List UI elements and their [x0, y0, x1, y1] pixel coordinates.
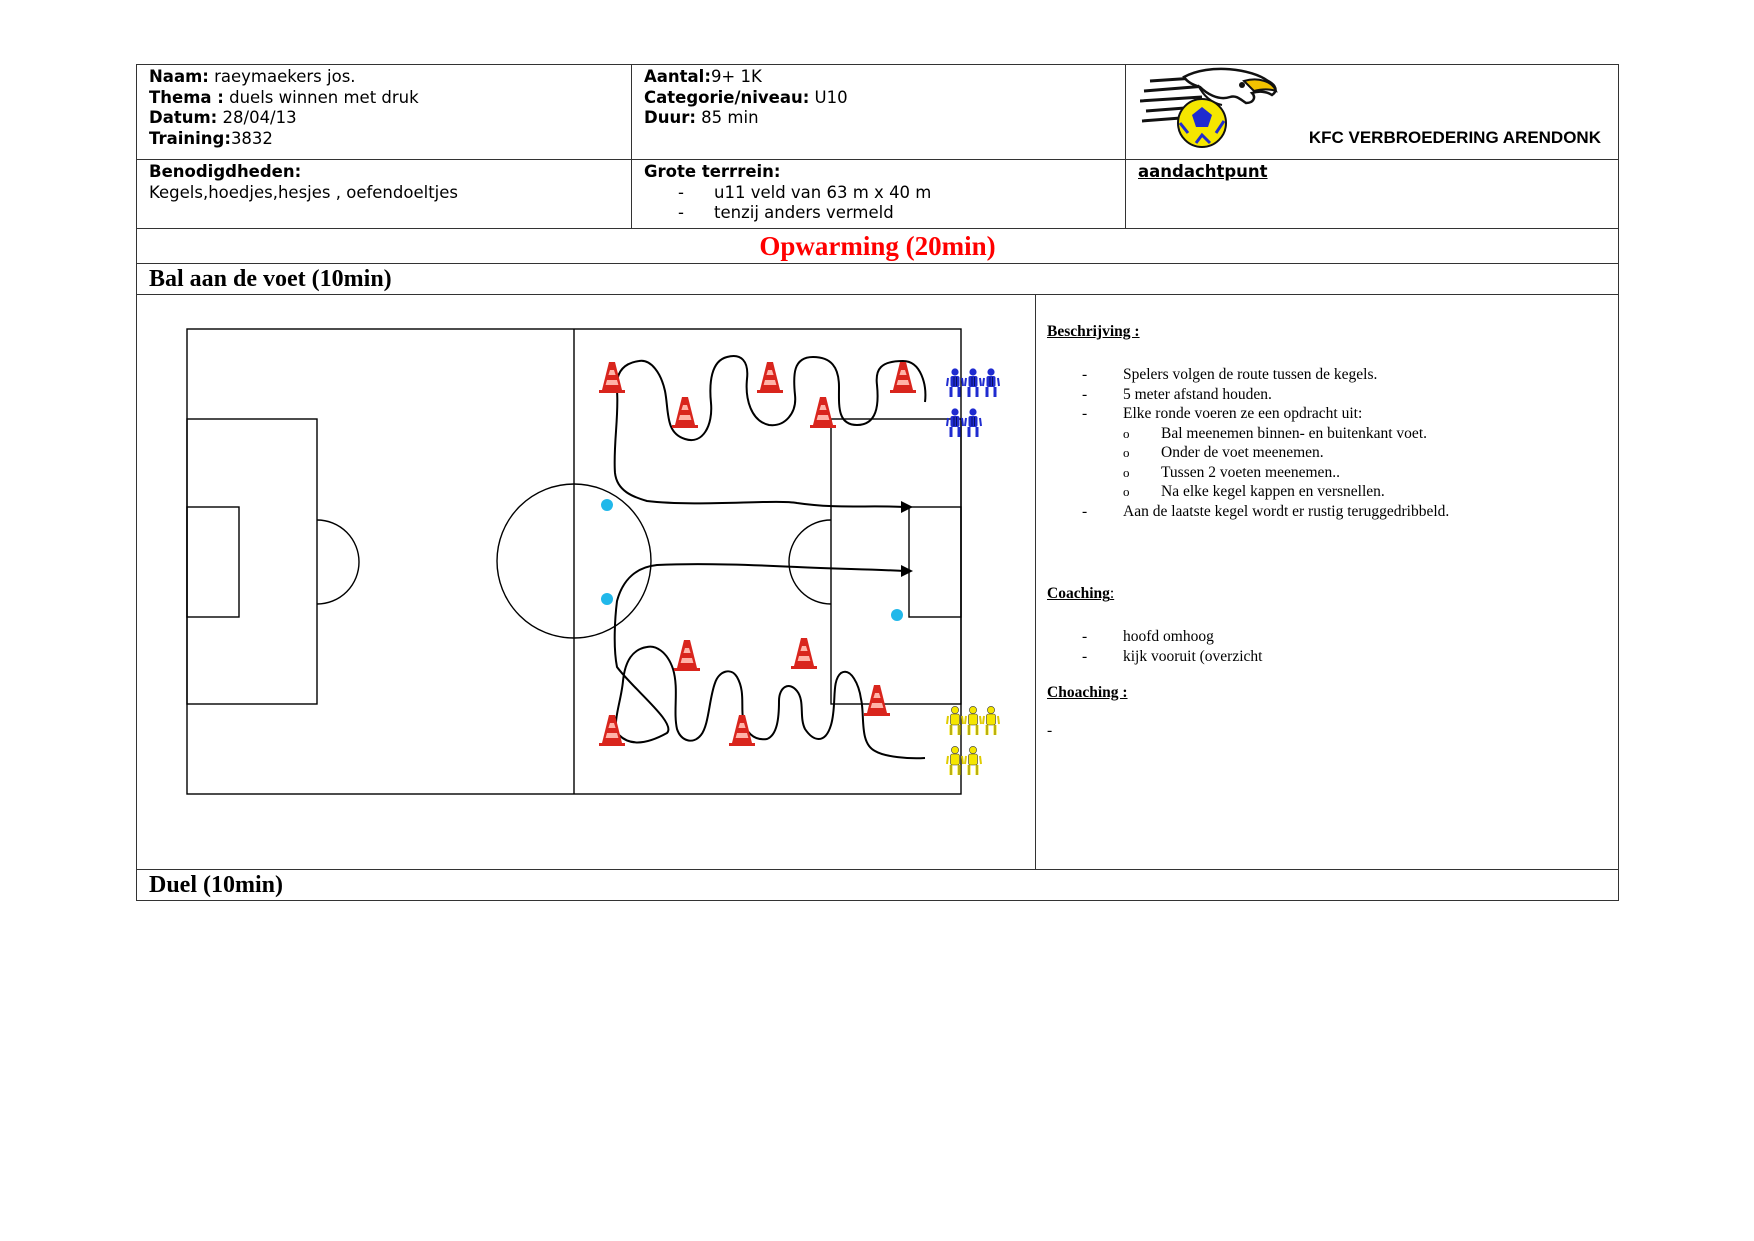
- team-blue: [947, 368, 999, 437]
- pitch-lines: [187, 329, 961, 794]
- sub-list: [1047, 424, 1607, 502]
- benodigdheden-value: Kegels,hoedjes,hesjes , oefendoeltjes: [149, 182, 458, 202]
- coaching-label: Coaching:: [1047, 585, 1115, 602]
- benodigdheden-cell: [137, 160, 632, 228]
- list-item: o Na elke kegel kappen en versnellen.: [1123, 483, 1385, 500]
- player-icon: [965, 408, 981, 437]
- naam-label: Naam:: [149, 67, 209, 86]
- list-item: - Elke ronde voeren ze een opdracht uit:: [1082, 405, 1363, 422]
- list-item: o Bal meenemen binnen- en buitenkant voet.: [1123, 424, 1427, 442]
- cone-icon: [864, 685, 890, 716]
- list-item: - 5 meter afstand houden.: [1082, 385, 1272, 403]
- club-logo-cell: [1126, 65, 1618, 159]
- description-panel: [1036, 295, 1618, 869]
- marker-dot-icon: [891, 609, 903, 621]
- list-item: - Spelers volgen de route tussen de kegels.: [1082, 366, 1378, 383]
- terrein-item: - u11 veld van 63 m x 40 m: [678, 182, 932, 202]
- markers: [601, 499, 903, 621]
- training-sheet: [136, 64, 1619, 901]
- equipment-row: [137, 160, 1618, 229]
- player-icon: [965, 706, 981, 735]
- datum-label: Datum:: [149, 108, 218, 127]
- training-label: Training:: [149, 128, 231, 148]
- cone-icon: [791, 638, 817, 669]
- exercise-1-title-row: [137, 264, 1618, 295]
- duur-label: Duur:: [644, 108, 696, 127]
- aantal-label: Aantal:: [644, 67, 711, 86]
- section-title-row: [137, 229, 1618, 264]
- beschrijving-label: Beschrijving :: [1047, 323, 1140, 340]
- trainer-info: [137, 65, 632, 159]
- thema-value: duels winnen met druk: [223, 87, 419, 107]
- benodigdheden-label: Benodigdheden:: [149, 162, 302, 181]
- cone-icon: [757, 362, 783, 393]
- cone-icon: [599, 362, 625, 393]
- exercise-2-title: Duel (10min): [149, 872, 283, 898]
- description-list: [1047, 365, 1607, 424]
- cone-icon: [729, 715, 755, 746]
- exercise-2-title-row: [137, 870, 1618, 900]
- terrein-label: Grote terrrein:: [644, 162, 781, 181]
- cone-icon: [672, 397, 698, 428]
- aandachtpunt-label: aandachtpunt: [1138, 162, 1268, 181]
- pitch-diagram: [137, 295, 1036, 869]
- club-name: KFC VERBROEDERING ARENDONK: [1308, 127, 1601, 147]
- terrein-cell: [632, 160, 1126, 228]
- arrow-head-icon: [901, 565, 913, 577]
- group-info: [632, 65, 1126, 159]
- player-icon: [983, 706, 999, 735]
- choaching-value: -: [1047, 722, 1053, 739]
- player-icon: [983, 368, 999, 397]
- training-value: 3832: [230, 128, 273, 148]
- player-icon: [965, 746, 981, 775]
- team-yellow: [947, 706, 999, 775]
- eagle-football-logo-icon: [1140, 67, 1290, 149]
- aantal-value: 9+ 1K: [710, 67, 762, 86]
- coaching-list: [1047, 627, 1607, 666]
- categorie-label: Categorie/niveau:: [644, 87, 810, 107]
- header-row: [137, 65, 1618, 160]
- duur-value: 85 min: [695, 108, 759, 127]
- marker-dot-icon: [601, 499, 613, 511]
- description-list-end: [1047, 502, 1607, 522]
- list-item: o Onder de voet meenemen.: [1123, 444, 1324, 461]
- cone-icon: [890, 362, 916, 393]
- thema-label: Thema :: [149, 87, 224, 107]
- categorie-value: U10: [809, 87, 848, 107]
- exercise-1-title: Bal aan de voet (10min): [149, 266, 392, 292]
- exercise-1-body: [137, 295, 1618, 870]
- marker-dot-icon: [601, 593, 613, 605]
- list-item: - Aan de laatste kegel wordt er rustig teruggedribbeld.: [1082, 502, 1450, 520]
- terrein-item: - tenzij anders vermeld: [678, 203, 894, 222]
- field-diagram: [137, 295, 1036, 869]
- naam-value: raeymaekers jos.: [208, 67, 356, 86]
- list-item: o Tussen 2 voeten meenemen..: [1123, 463, 1340, 481]
- list-item: - kijk vooruit (overzicht: [1082, 647, 1263, 665]
- aandachtpunt-cell: [1126, 160, 1618, 228]
- player-icon: [965, 368, 981, 397]
- list-item: - hoofd omhoog: [1082, 628, 1214, 645]
- cone-icon: [599, 715, 625, 746]
- arrow-head-icon: [901, 501, 913, 513]
- cone-icon: [674, 640, 700, 671]
- section-title: Opwarming (20min): [759, 231, 996, 261]
- choaching-label: Choaching :: [1047, 684, 1128, 701]
- datum-value: 28/04/13: [217, 108, 297, 127]
- cone-icon: [810, 397, 836, 428]
